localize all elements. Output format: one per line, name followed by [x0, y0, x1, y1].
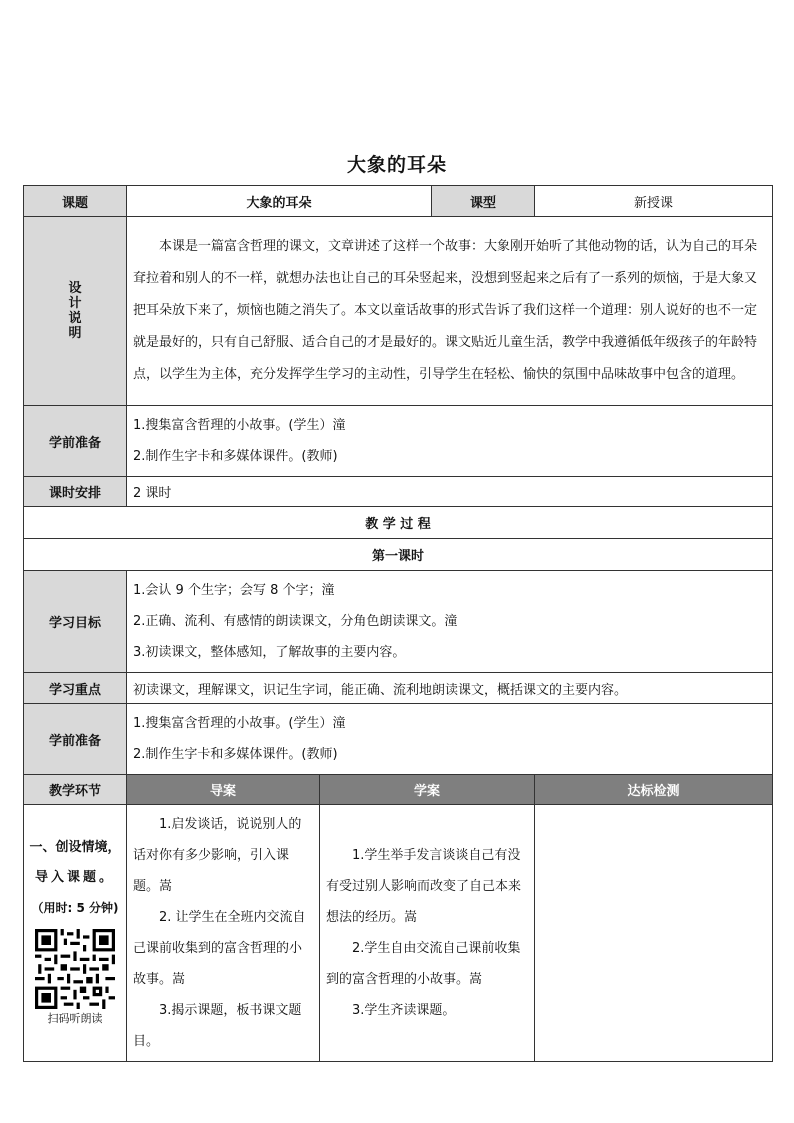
prep-label-2: 学前准备 — [24, 704, 127, 775]
list-item: 2.学生自由交流自己课前收集到的富含哲理的小故事。嵩 — [326, 941, 521, 987]
prep-list-1 — [127, 406, 773, 477]
lesson-plan-table — [23, 185, 773, 1062]
list-item: 2. 让学生在全班内交流自己课前收集到的富含哲理的小故事。嵩 — [133, 910, 306, 987]
design-text: 本课是一篇富含哲理的课文，文章讲述了这样一个故事：大象刚开始听了其他动物的话，认为自己的耳朵耷拉着和别人的不一样，就想办法也让自己的耳朵竖起来，没想到竖起来之后有了一系列的烦恼，于是大象又把耳朵放下来了，烦恼也随之消失了。本文以童话故事的形式告诉了我们这样一个道理：别人说好的也不一定就是最好的，只有自己舒服、适合自己的才是最好的。课文贴近儿童生活，教学中我遵循低年级孩子的年龄特点，以学生为主体，充分发挥学生学习的主动性，引导学生在轻松、愉快的氛围中品味故事中包含的道理。 — [127, 217, 773, 406]
schedule-label: 课时安排 — [24, 477, 127, 507]
stage-title-a: 一、创设情境， — [29, 840, 121, 855]
prep-row-1 — [24, 406, 773, 477]
topic-value: 大象的耳朵 — [127, 186, 432, 217]
topic-label: 课题 — [24, 186, 127, 217]
col-guide-header: 导案 — [127, 775, 320, 805]
process-heading-row — [24, 507, 773, 539]
focus-row — [24, 673, 773, 704]
list-item: 2.正确、流利、有感情的朗读课文，分角色朗读课文。潼 — [133, 614, 458, 629]
focus-label: 学习重点 — [24, 673, 127, 704]
col-check-header: 达标检测 — [535, 775, 773, 805]
goals-list — [127, 571, 773, 673]
type-value: 新授课 — [535, 186, 773, 217]
lesson-heading-row — [24, 539, 773, 571]
focus-value: 初读课文，理解课文，识记生字词，能正确、流利地朗读课文，概括课文的主要内容。 — [127, 673, 773, 704]
type-label: 课型 — [432, 186, 535, 217]
design-label: 设 计 说 明 — [24, 217, 127, 406]
goals-row — [24, 571, 773, 673]
prep-row-2 — [24, 704, 773, 775]
design-row — [24, 217, 773, 406]
list-item: 1.启发谈话，说说别人的话对你有多少影响，引入课题。嵩 — [133, 817, 302, 894]
list-item: 1.会认 9 个生字；会写 8 个字；潼 — [133, 583, 335, 598]
stage-title-cell — [24, 805, 127, 1062]
goals-label: 学习目标 — [24, 571, 127, 673]
lesson-heading: 第一课时 — [24, 539, 773, 571]
list-item: 1.学生举手发言谈谈自己有没有受过别人影响而改变了自己本来想法的经历。嵩 — [326, 848, 522, 925]
prep-list-2 — [127, 704, 773, 775]
col-stage-header: 教学环节 — [24, 775, 127, 805]
stage-row — [24, 805, 773, 1062]
list-item: 3.学生齐读课题。 — [352, 1003, 456, 1018]
check-cell — [535, 805, 773, 1062]
list-item: 3.初读课文，整体感知，了解故事的主要内容。 — [133, 645, 406, 660]
qr-code-icon[interactable] — [35, 929, 115, 1009]
list-item: 2.制作生字卡和多媒体课件。(教师) — [133, 747, 338, 762]
prep-label-1: 学前准备 — [24, 406, 127, 477]
stage-time: （用时: 5 分钟) — [31, 901, 119, 915]
list-item: 1.搜集富含哲理的小故事。(学生）潼 — [133, 716, 346, 731]
list-item: 1.搜集富含哲理的小故事。(学生）潼 — [133, 418, 346, 433]
schedule-row — [24, 477, 773, 507]
header-row — [24, 186, 773, 217]
qr-caption: 扫码听朗读 — [47, 1012, 103, 1025]
list-item: 2.制作生字卡和多媒体课件。(教师) — [133, 449, 338, 464]
study-cell — [320, 805, 535, 1062]
guide-cell — [127, 805, 320, 1062]
list-item: 3.揭示课题，板书课文题目。 — [133, 1003, 302, 1049]
process-heading: 教 学 过 程 — [24, 507, 773, 539]
schedule-value: 2 课时 — [127, 477, 773, 507]
stage-title-b: 导入课题。 — [34, 870, 115, 885]
col-study-header: 学案 — [320, 775, 535, 805]
columns-row — [24, 775, 773, 805]
document-title: 大象的耳朵 — [346, 154, 447, 176]
